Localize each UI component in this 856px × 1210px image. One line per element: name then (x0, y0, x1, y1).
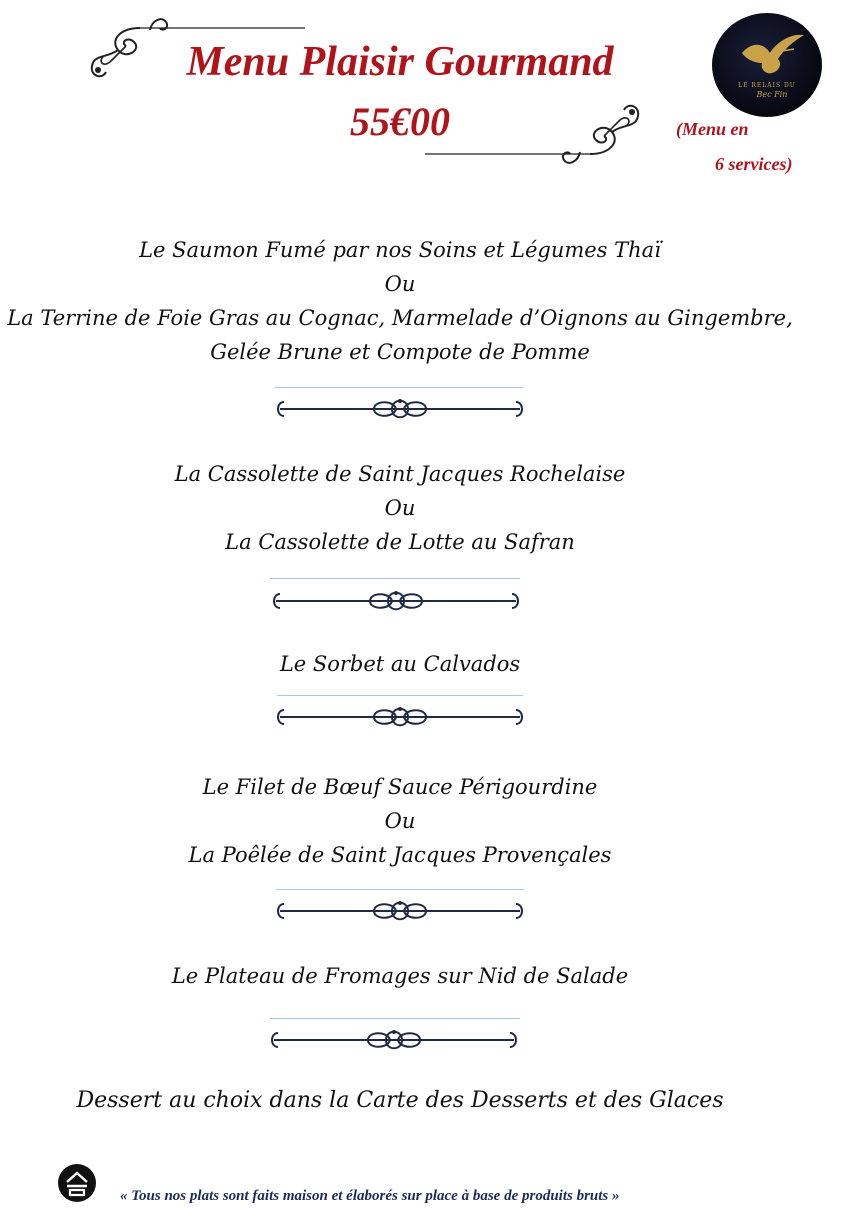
menu-title: Menu Plaisir Gourmand (186, 39, 614, 85)
logo-text-top: LE RELAIS DU (738, 82, 796, 89)
fait-maison-icon (58, 1164, 96, 1202)
ornament-divider (274, 396, 526, 422)
ornament-divider (274, 704, 526, 730)
course-1-or: Ou (384, 272, 416, 296)
course-1-item-1: Le Saumon Fumé par nos Soins et Légumes Thaï (139, 238, 661, 262)
separator-rule (270, 578, 520, 579)
separator-rule (270, 1018, 520, 1019)
separator-rule (276, 889, 524, 890)
course-4-item-2: La Poêlée de Saint Jacques Provençales (188, 843, 612, 867)
course-3-item-1: Le Sorbet au Calvados (279, 652, 521, 676)
hummingbird-icon (712, 13, 822, 117)
course-4-item-1: Le Filet de Bœuf Sauce Périgourdine (202, 775, 598, 799)
ornament-divider (270, 588, 522, 614)
course-2-or: Ou (384, 496, 416, 520)
menu-price: 55€00 (350, 99, 450, 144)
course-5-item-1: Le Plateau de Fromages sur Nid de Salade (171, 964, 629, 988)
course-2-item-2: La Cassolette de Lotte au Safran (225, 530, 575, 554)
course-6-dessert: Dessert au choix dans la Carte des Desserts et des Glaces (76, 1088, 724, 1113)
course-4-or: Ou (384, 809, 416, 833)
restaurant-logo (712, 13, 822, 117)
course-2-item-1: La Cassolette de Saint Jacques Rochelaise (174, 462, 626, 486)
footer-note: « Tous nos plats sont faits maison et élaborés sur place à base de produits bruts » (120, 1188, 620, 1204)
course-1-item-2: La Terrine de Foie Gras au Cognac, Marmelade d’Oignons au Gingembre, (7, 306, 793, 330)
separator-rule (275, 387, 523, 388)
ornament-divider (268, 1027, 520, 1053)
course-1-item-2-cont: Gelée Brune et Compote de Pomme (210, 340, 590, 364)
separator-rule (277, 695, 523, 696)
logo-text-bottom: Bec Fin (756, 90, 788, 99)
ornament-divider (274, 898, 526, 924)
menu-services-note-line1: (Menu en (676, 119, 749, 139)
menu-services-note-line2: 6 services) (715, 154, 793, 174)
